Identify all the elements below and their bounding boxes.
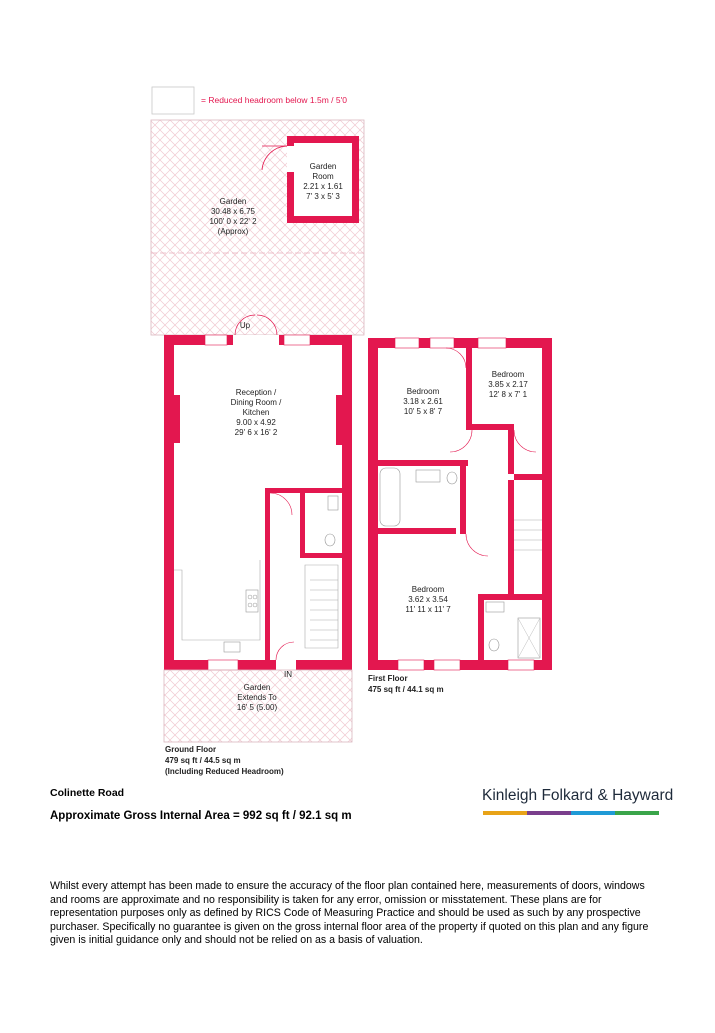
- garden-room-imperial: 7' 3 x 5' 3: [306, 192, 340, 201]
- brand-bar-purple: [527, 811, 571, 815]
- reception-imperial: 29' 6 x 16' 2: [234, 428, 278, 437]
- brand-bar-blue: [571, 811, 615, 815]
- brand-bar-orange: [483, 811, 527, 815]
- bedroom-2-metric: 3.85 x 2.17: [488, 380, 528, 389]
- property-name: Colinette Road: [50, 787, 125, 799]
- garden-note: (Approx): [217, 227, 249, 236]
- reception-metric: 9.00 x 4.92: [236, 418, 276, 427]
- reception-name-3: Kitchen: [242, 408, 270, 417]
- garden-metric: 30.48 x 6.75: [210, 207, 256, 216]
- reception-name-1: Reception /: [235, 388, 277, 397]
- bedroom-3-name: Bedroom: [411, 585, 445, 594]
- bedroom-1-metric: 3.18 x 2.61: [403, 397, 443, 406]
- up-label: Up: [239, 321, 251, 330]
- ground-floor-note: (Including Reduced Headroom): [165, 767, 284, 776]
- brand-color-bars: [483, 811, 659, 815]
- disclaimer-text: Whilst every attempt has been made to ensure the accuracy of the floor plan contained here, measurements of doors, windows and rooms are approximate and no responsibility is taken for any error, omission or misstatement. These plans are for representation purposes only as defined by RICS Code of Measuring Practice and should be used as such by any prospective purchaser. Specifically no guarantee is given on the gross internal floor area of the property if quoted on this plan and any figure given is initial guidance only and should not be relied on as a basis of valuation.: [50, 880, 649, 947]
- in-label: IN: [284, 670, 292, 679]
- bedroom-1-imperial: 10' 5 x 8' 7: [403, 407, 443, 416]
- brand-bar-green: [615, 811, 659, 815]
- bedroom-2-imperial: 12' 8 x 7' 1: [488, 390, 528, 399]
- bedroom-1-name: Bedroom: [406, 387, 440, 396]
- garden-imperial: 100' 0 x 22' 2: [209, 217, 257, 226]
- legend-swatch: [152, 87, 194, 114]
- ground-floor: [164, 315, 352, 670]
- legend-text: = Reduced headroom below 1.5m / 5'0: [201, 95, 347, 105]
- gross-internal-area: Approximate Gross Internal Area = 992 sq ft / 92.1 sq m: [50, 810, 352, 822]
- ground-floor-name: Ground Floor: [165, 745, 217, 754]
- bedroom-2-name: Bedroom: [491, 370, 525, 379]
- front-garden-name-2: Extends To: [237, 693, 277, 702]
- front-garden-name-1: Garden: [243, 683, 271, 692]
- garden-room-name-1: Garden: [309, 162, 337, 171]
- bedroom-3-metric: 3.62 x 3.54: [408, 595, 448, 604]
- first-floor-name: First Floor: [368, 674, 408, 683]
- bedroom-3-imperial: 11' 11 x 11' 7: [405, 605, 451, 614]
- reception-name-2: Dining Room /: [230, 398, 282, 407]
- garden-room-name-2: Room: [312, 172, 334, 181]
- front-garden-size: 16' 5 (5.00): [236, 703, 278, 712]
- first-floor-area: 475 sq ft / 44.1 sq m: [368, 685, 444, 694]
- first-floor: [368, 338, 552, 670]
- ground-floor-area: 479 sq ft / 44.5 sq m: [165, 756, 241, 765]
- brand-logo: Kinleigh Folkard & Hayward: [482, 787, 674, 804]
- garden-room-metric: 2.21 x 1.61: [303, 182, 343, 191]
- garden-name: Garden: [219, 197, 247, 206]
